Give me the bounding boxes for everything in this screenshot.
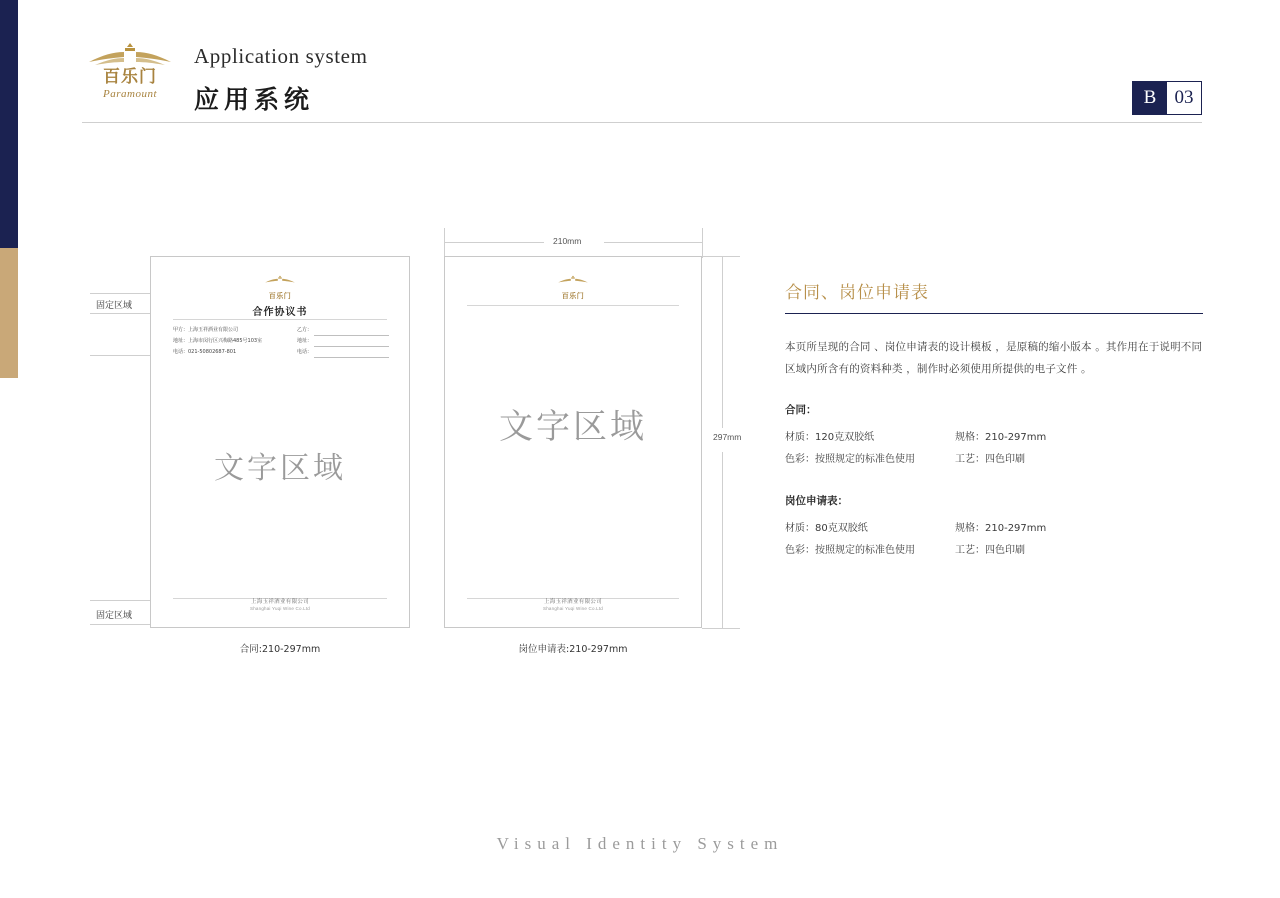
application-dim-width-tick-left [444,228,445,258]
brand-logo-cn: 百乐门 [103,67,157,87]
application-watermark-text: 文字区域 [499,407,647,447]
contract-caption: 合同:210-297mm [239,644,321,655]
application-caption: 岗位申请表:210-297mm [518,644,628,655]
contract-party-right [297,347,389,358]
application-doc-rule [467,305,679,306]
contract-party-row [173,347,389,358]
page-header [82,36,1202,122]
application-dim-height-tick-bottom [702,628,740,629]
spec-group-contract [785,402,1203,471]
page-badge [1132,81,1202,115]
application-doc-logo [445,273,701,301]
contract-guide-line-bottom-a [90,600,150,601]
spec-row [785,540,1203,562]
spec-cell-color: 色彩：按照规定的标准色使用 [785,454,915,465]
contract-guide-label-bottom: 固定区域 [96,611,133,621]
spec-row [785,518,1203,540]
contract-party-left: 甲方：上海玉祥酒业有限公司 [173,327,239,333]
contract-footer-en: Shanghai Yuqi Wine Co.Ltd [250,606,310,611]
left-accent-bar-navy [0,0,18,248]
brand-logo [82,40,178,122]
spec-cell-size: 规格：210-297mm [955,432,1047,443]
contract-guide-line-top-b [90,313,150,314]
spec-row [785,427,1203,449]
wings-crown-icon [556,274,590,286]
application-dim-height-tick-top [702,256,740,257]
contract-party-right-line [314,339,389,347]
contract-party-right-label: 电话： [297,349,313,355]
application-dim-width-line-right [604,242,702,243]
contract-guide-line-mid [90,355,150,356]
application-footer-en: Shanghai Yuqi Wine Co.Ltd [543,606,603,611]
page-badge-letter: B [1133,82,1167,114]
spec-cell-color: 色彩：按照规定的标准色使用 [785,545,915,556]
contract-party-right-label: 乙方： [297,327,313,333]
contract-doc-logo [151,273,409,301]
wings-crown-icon [263,274,297,286]
page-badge-number: 03 [1167,82,1201,114]
contract-doc-title: 合作协议书 [252,307,308,318]
application-document-preview [444,256,702,628]
contract-party-right [297,325,389,336]
spec-group-heading: 岗位申请表： [785,495,848,507]
contract-document-preview [150,256,410,628]
contract-party-right-line [314,328,389,336]
description-title: 合同、岗位申请表 [785,283,929,303]
contract-party-right-line [314,350,389,358]
contract-guide-line-bottom-b [90,624,150,625]
application-dim-height-line-bottom [722,452,723,628]
contract-doc-rule [173,319,387,320]
description-divider [785,313,1203,314]
contract-party-row [173,325,389,336]
spec-cell-process: 工艺：四色印刷 [955,454,1025,465]
application-doc-footer [445,597,701,611]
brand-logo-en: Paramount [103,88,157,100]
contract-guide-label-top: 固定区域 [96,301,133,311]
application-dim-width-line-left [444,242,544,243]
spec-group-heading: 合同： [785,404,817,416]
page-title-en: Application system [194,44,368,68]
contract-party-left: 地址：上海市闵行区兴梅路485号103室 [173,338,263,344]
application-footer-cn: 上海玉祥酒业有限公司 [543,599,602,605]
contract-party-right [297,336,389,347]
header-divider [82,122,1202,123]
application-dim-width-tick-right [702,228,703,258]
page-footer-text: Visual Identity System [496,834,784,853]
contract-footer-cn: 上海玉祥酒业有限公司 [250,599,309,605]
contract-party-right-label: 地址： [297,338,313,344]
contract-doc-footer [151,597,409,611]
application-dim-width-text: 210mm [553,236,582,246]
spec-cell-material: 材质：80克双胶纸 [785,523,868,534]
contract-party-left: 电话：021-50802687-801 [173,349,237,355]
application-dim-height-text: 297mm [713,432,742,442]
contract-guide-line-top-a [90,293,150,294]
spec-group-application [785,493,1203,562]
left-accent-bar-gold [0,248,18,378]
contract-party-row [173,336,389,347]
wings-crown-icon [83,40,177,70]
application-dim-height-line-top [722,256,723,428]
application-doc-logo-cn: 百乐门 [561,292,585,300]
description-panel [785,278,1203,562]
page-title-cn: 应用系统 [194,85,315,114]
spec-cell-size: 规格：210-297mm [955,523,1047,534]
contract-party-block [173,325,389,358]
spec-row [785,449,1203,471]
description-paragraph: 本页所呈现的合同 、岗位申请表的设计模板 ，是原稿的缩小版本 。其作用在于说明不同区域内所含有的资料种类 ，制作时必须使用所提供的电子文件 。 [785,341,1203,375]
contract-doc-logo-cn: 百乐门 [268,292,292,300]
spec-cell-material: 材质：120克双胶纸 [785,432,875,443]
spec-cell-process: 工艺：四色印刷 [955,545,1025,556]
contract-watermark-text: 文字区域 [214,451,346,486]
